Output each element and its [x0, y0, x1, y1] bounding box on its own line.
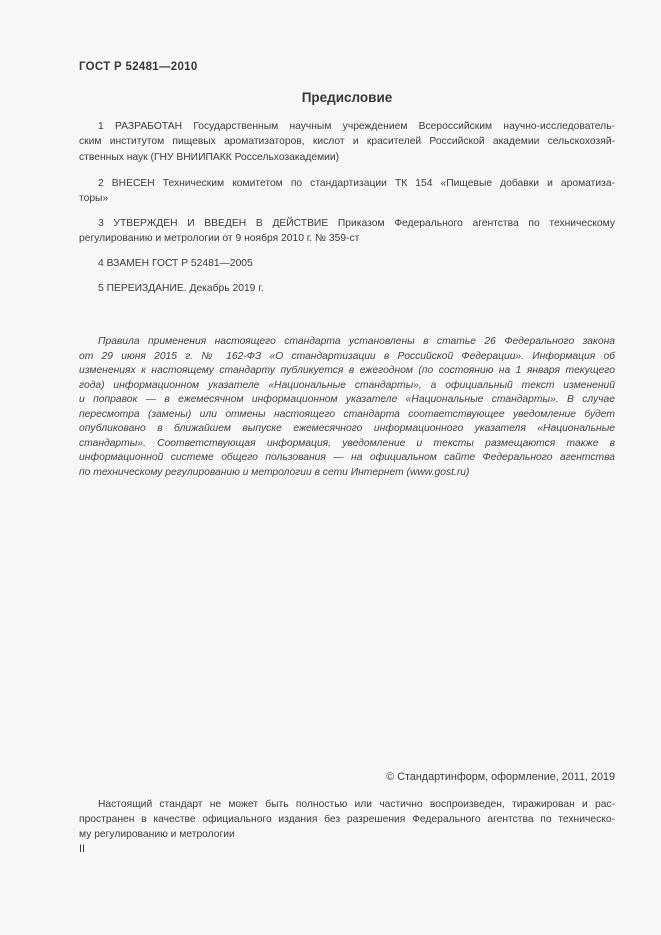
foreword-item-approved — [79, 216, 615, 247]
foreword-item-developed — [79, 119, 615, 165]
text-line: от 29 июня 2015 г. № 162-ФЗ «О стандартизации в Российской Федерации». Информация об — [79, 350, 615, 362]
text-line: ским институтом пищевых ароматизаторов, кислот и красителей Российской академии сельскохозяй- — [79, 136, 615, 148]
text-line: торы» — [79, 193, 109, 205]
text-line: Настоящий стандарт не может быть полностью или частично воспроизведен, тиражирован и рас- — [98, 799, 615, 810]
document-code: ГОСТ Р 52481—2010 — [79, 61, 198, 73]
text-line: 2 ВНЕСЕН Техническим комитетом по стандартизации ТК 154 «Пищевые добавки и ароматиза- — [98, 178, 615, 189]
text-line: по техническому регулированию и метрологии в сети Интернет (www.gost.ru) — [79, 466, 470, 478]
text-line: му регулированию и метрологии — [79, 829, 235, 840]
text-line: 4 ВЗАМЕН ГОСТ Р 52481—2005 — [98, 258, 253, 269]
copyright-line: © Стандартинформ, оформление, 2011, 2019 — [386, 771, 615, 783]
foreword-item-submitted — [79, 176, 615, 207]
text-line: пространен в качестве официального издания без разрешения Федерального агентства по техническо- — [79, 814, 615, 825]
text-line: 1 РАЗРАБОТАН Государственным научным учреждением Всероссийским научно-исследователь- — [98, 121, 615, 132]
text-line: года) информационном указателе «Национальные стандарты», а официальный текст изменений — [79, 379, 615, 391]
text-line: регулированию и метрологии от 9 ноября 2010 г. № 359-ст — [79, 233, 360, 245]
text-line: пересмотра (замены) или отмены настоящего стандарта соответствующее уведомление будет — [79, 408, 615, 420]
foreword-item-replaces — [79, 256, 615, 271]
distribution-notice — [79, 797, 615, 842]
text-line: опубликовано в ближайшем выпуске ежемесячного информационного указателя «Национальные — [79, 423, 615, 434]
text-line: 5 ПЕРЕИЗДАНИЕ. Декабрь 2019 г. — [98, 283, 264, 294]
page-number: II — [79, 843, 85, 855]
text-line: информационной системе общего пользования — на официальном сайте Федерального агентства — [79, 452, 615, 463]
text-line: ственных наук (ГНУ ВНИИПАКК Россельхозакадемии) — [79, 151, 340, 163]
text-line: и поправок — в ежемесячном информационном указателе «Национальные стандарты». В случае — [79, 394, 615, 405]
section-title-foreword: Предисловие — [301, 90, 393, 105]
text-line: Правила применения настоящего стандарта установлены в статье 26 Федерального закона — [98, 336, 615, 347]
foreword-item-reissue — [79, 281, 615, 296]
text-line: стандарты». Соответствующая информация, уведомление и тексты размещаются также в — [79, 437, 615, 449]
text-line: изменениях к настоящему стандарту публикуется в ежегодном (по состоянию на 1 января текущего — [79, 365, 615, 376]
legal-application-note — [79, 335, 615, 480]
text-line: 3 УТВЕРЖДЕН И ВВЕДЕН В ДЕЙСТВИЕ Приказом Федерального агентства по техническому — [98, 218, 615, 229]
